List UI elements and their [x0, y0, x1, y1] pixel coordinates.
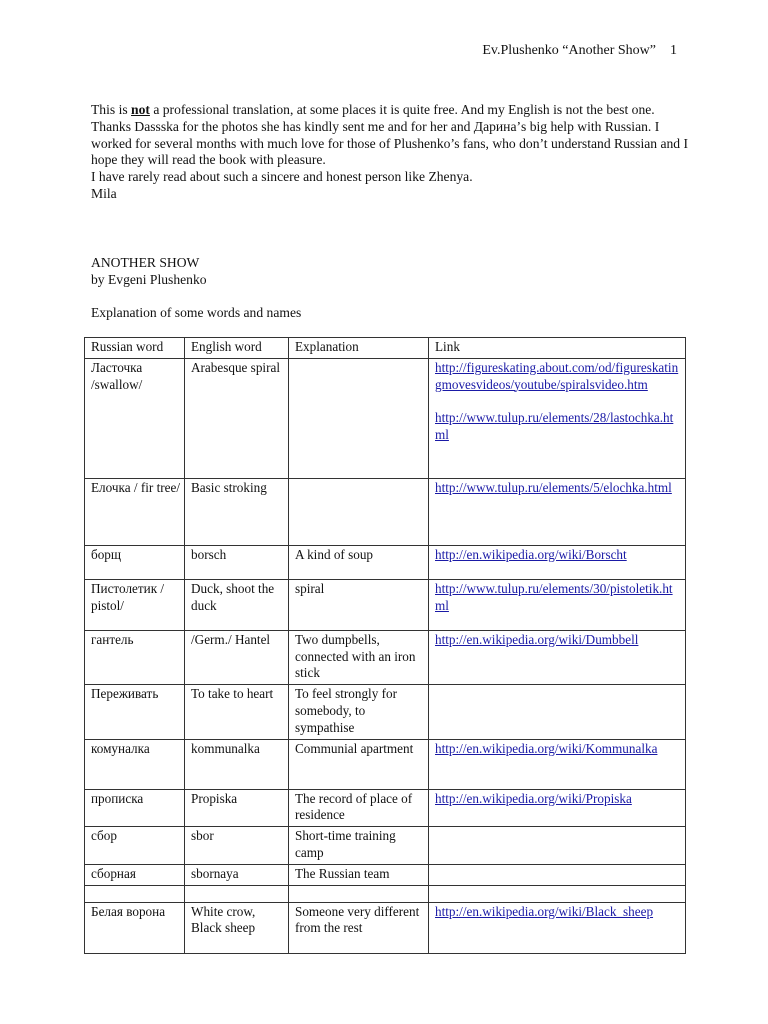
cell-russian-word: Елочка / fir tree/ — [85, 478, 185, 545]
intro-line-2: I have rarely read about such a sincere and honest person like Zhenya. — [91, 169, 473, 185]
book-author: by Evgeni Plushenko — [91, 272, 207, 287]
external-link[interactable]: http://en.wikipedia.org/wiki/Borscht — [435, 546, 627, 562]
cell-english-word: borsch — [185, 545, 289, 579]
table-row — [85, 579, 686, 630]
cell-explanation — [289, 885, 429, 902]
cell-link — [429, 545, 686, 579]
explanation-heading: Explanation of some words and names — [91, 305, 302, 320]
external-link[interactable]: http://www.tulup.ru/elements/28/lastochka.html — [435, 410, 674, 443]
page-header: Ev.Plushenko “Another Show” 1 — [482, 43, 677, 58]
cell-link — [429, 685, 686, 739]
cell-russian-word: Переживать — [85, 685, 185, 739]
cell-english-word: To take to heart — [185, 685, 289, 739]
cell-explanation: The Russian team — [289, 864, 429, 885]
table-row — [85, 685, 686, 739]
intro-text-start: This is — [91, 102, 132, 117]
cell-explanation: Short-time training camp — [289, 827, 429, 865]
cell-link — [429, 864, 686, 885]
table-row — [85, 885, 686, 902]
cell-english-word: Arabesque spiral — [185, 358, 289, 478]
cell-explanation: To feel strongly for somebody, to sympathise — [289, 685, 429, 739]
cell-link — [429, 579, 686, 630]
cell-link — [429, 789, 686, 827]
cell-english-word: Propiska — [185, 789, 289, 827]
cell-russian-word: комуналка — [85, 739, 185, 789]
cell-explanation: Two dumpbells, connected with an iron stick — [289, 630, 429, 684]
cell-link — [429, 630, 686, 684]
cell-russian-word: Ласточка /swallow/ — [85, 358, 185, 478]
cell-english-word: White crow, Black sheep — [185, 902, 289, 953]
header-russian-word: Russian word — [85, 338, 185, 359]
cell-russian-word: борщ — [85, 545, 185, 579]
cell-russian-word — [85, 885, 185, 902]
table-row — [85, 739, 686, 789]
cell-link — [429, 739, 686, 789]
external-link[interactable]: http://figureskating.about.com/od/figureskatingmovesvideos/youtube/spiralsvideo.htm — [435, 359, 679, 392]
glossary-table — [84, 337, 686, 954]
table-header-row — [85, 338, 686, 359]
cell-english-word: Duck, shoot the duck — [185, 579, 289, 630]
table-row — [85, 864, 686, 885]
header-explanation: Explanation — [289, 338, 429, 359]
external-link[interactable]: http://en.wikipedia.org/wiki/Black_sheep — [435, 903, 654, 919]
cell-link — [429, 478, 686, 545]
external-link[interactable]: http://en.wikipedia.org/wiki/Kommunalka — [435, 740, 658, 756]
external-link[interactable]: http://www.tulup.ru/elements/5/elochka.html — [435, 479, 672, 495]
cell-explanation: The record of place of residence — [289, 789, 429, 827]
external-link[interactable]: http://en.wikipedia.org/wiki/Dumbbell — [435, 631, 639, 647]
glossary-body — [85, 358, 686, 953]
external-link[interactable]: http://www.tulup.ru/elements/30/pistoletik.html — [435, 580, 673, 613]
cell-explanation — [289, 478, 429, 545]
cell-link — [429, 358, 686, 478]
intro-signature: Mila — [91, 185, 117, 201]
cell-explanation: Communial apartment — [289, 739, 429, 789]
table-row — [85, 478, 686, 545]
cell-explanation: Someone very different from the rest — [289, 902, 429, 953]
intro-text-rest: a professional translation, at some places it is quite free. And my English is not the best one. Thanks Dassska for the photos she has kindly sent me and for her and Дарина’s big help with Russian. I worked for several months with much love for those of Plushenko’s fans, who don’t understand Russian and I hope they will read the book with pleasure. — [91, 102, 689, 168]
book-title-block — [91, 254, 207, 288]
header-english-word: English word — [185, 338, 289, 359]
cell-link — [429, 827, 686, 865]
link-spacer — [435, 393, 681, 410]
cell-explanation: A kind of soup — [289, 545, 429, 579]
cell-english-word: Basic stroking — [185, 478, 289, 545]
book-title: ANOTHER SHOW — [91, 255, 200, 270]
cell-link — [429, 902, 686, 953]
cell-english-word — [185, 885, 289, 902]
cell-russian-word: гантель — [85, 630, 185, 684]
intro-emphasis: not — [131, 102, 150, 117]
cell-russian-word: прописка — [85, 789, 185, 827]
table-row — [85, 630, 686, 684]
table-row — [85, 902, 686, 953]
cell-english-word: sbornaya — [185, 864, 289, 885]
cell-russian-word: Белая ворона — [85, 902, 185, 953]
table-row — [85, 789, 686, 827]
cell-english-word: /Germ./ Hantel — [185, 630, 289, 684]
cell-russian-word: сбор — [85, 827, 185, 865]
table-row — [85, 545, 686, 579]
table-row — [85, 358, 686, 478]
cell-english-word: sbor — [185, 827, 289, 865]
external-link[interactable]: http://en.wikipedia.org/wiki/Propiska — [435, 790, 632, 806]
cell-explanation — [289, 358, 429, 478]
intro-paragraph — [91, 102, 691, 169]
cell-link — [429, 885, 686, 902]
intro-section — [91, 102, 691, 203]
cell-russian-word: Пистолетик / pistol/ — [85, 579, 185, 630]
header-link: Link — [429, 338, 686, 359]
cell-russian-word: сборная — [85, 864, 185, 885]
cell-english-word: kommunalka — [185, 739, 289, 789]
cell-explanation: spiral — [289, 579, 429, 630]
table-row — [85, 827, 686, 865]
